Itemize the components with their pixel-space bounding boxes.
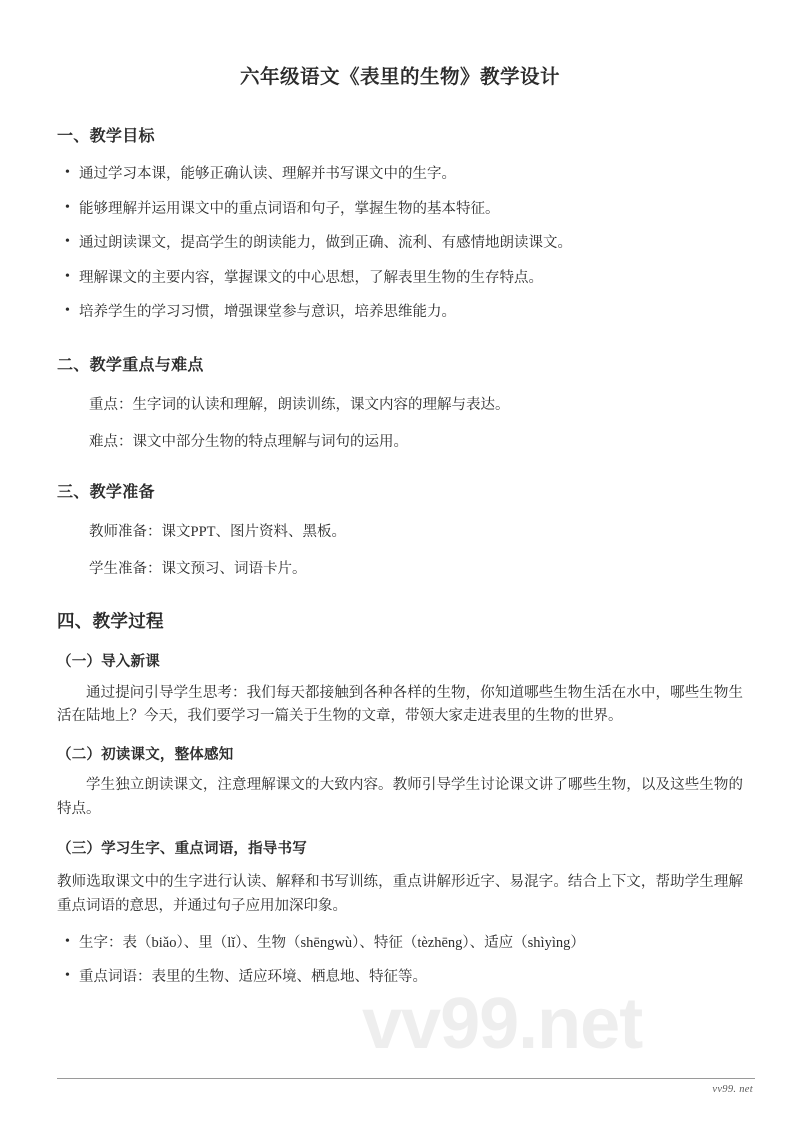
step3-vocabulary-list xyxy=(57,932,743,989)
section-heading-process: 四、教学过程 xyxy=(57,610,164,631)
watermark-text: vv99.net xyxy=(362,984,643,1064)
subsection-heading-step3: （三）学习生字、重点词语，指导书写 xyxy=(57,841,307,858)
preparation-student: 学生准备：课文预习、词语卡片。 xyxy=(89,561,307,578)
preparation-teacher: 教师准备：课文PPT、图片资料、黑板。 xyxy=(89,523,346,540)
step1-body: 通过提问引导学生思考：我们每天都接触到各种各样的生物，你知道哪些生物生活在水中，哪些生物生活在陆地上？今天，我们要学习一篇关于生物的文章，带领大家走进表里的生物的世界。 xyxy=(57,684,743,725)
list-item: • 培养学生的学习习惯，增强课堂参与意识，培养思维能力。 xyxy=(57,301,743,323)
footer-site-label: vv99. net xyxy=(712,1084,753,1095)
subsection-heading-step2: （二）初读课文，整体感知 xyxy=(57,746,234,763)
step3-body: 教师选取课文中的生字进行认读、解释和书写训练，重点讲解形近字、易混字。结合上下文，帮助学生理解重点词语的意思，并通过句子应用加深印象。 xyxy=(57,874,743,914)
page-title: 六年级语文《表里的生物》教学设计 xyxy=(239,67,560,88)
key-points-focus: 重点：生字词的认读和理解，朗读训练，课文内容的理解与表达。 xyxy=(89,396,510,413)
section-heading-preparation: 三、教学准备 xyxy=(57,483,155,501)
list-item: • 重点词语：表里的生物、适应环境、栖息地、特征等。 xyxy=(57,966,743,988)
page-footer xyxy=(57,1078,755,1095)
subsection-heading-step1: （一）导入新课 xyxy=(57,653,160,670)
list-item: • 理解课文的主要内容，掌握课文的中心思想，了解表里生物的生存特点。 xyxy=(57,267,743,289)
step2-body: 学生独立朗读课文，注意理解课文的大致内容。教师引导学生讨论课文讲了哪些生物，以及这些生物的特点。 xyxy=(57,777,743,817)
list-item: • 通过朗读课文，提高学生的朗读能力，做到正确、流利、有感情地朗读课文。 xyxy=(57,232,743,254)
list-item: • 生字：表（biǎo）、里（lǐ）、生物（shēngwù）、特征（tèzhēng）、适应（shìyìng） xyxy=(57,932,743,954)
list-item: • 通过学习本课，能够正确认读、理解并书写课文中的生字。 xyxy=(57,163,743,185)
section-heading-objectives: 一、教学目标 xyxy=(57,128,155,146)
section-heading-key-points: 二、教学重点与难点 xyxy=(57,356,204,374)
objectives-list xyxy=(57,163,743,323)
list-item: • 能够理解并运用课文中的重点词语和句子，掌握生物的基本特征。 xyxy=(57,198,743,220)
key-points-difficulty: 难点：课文中部分生物的特点理解与词句的运用。 xyxy=(89,434,408,451)
